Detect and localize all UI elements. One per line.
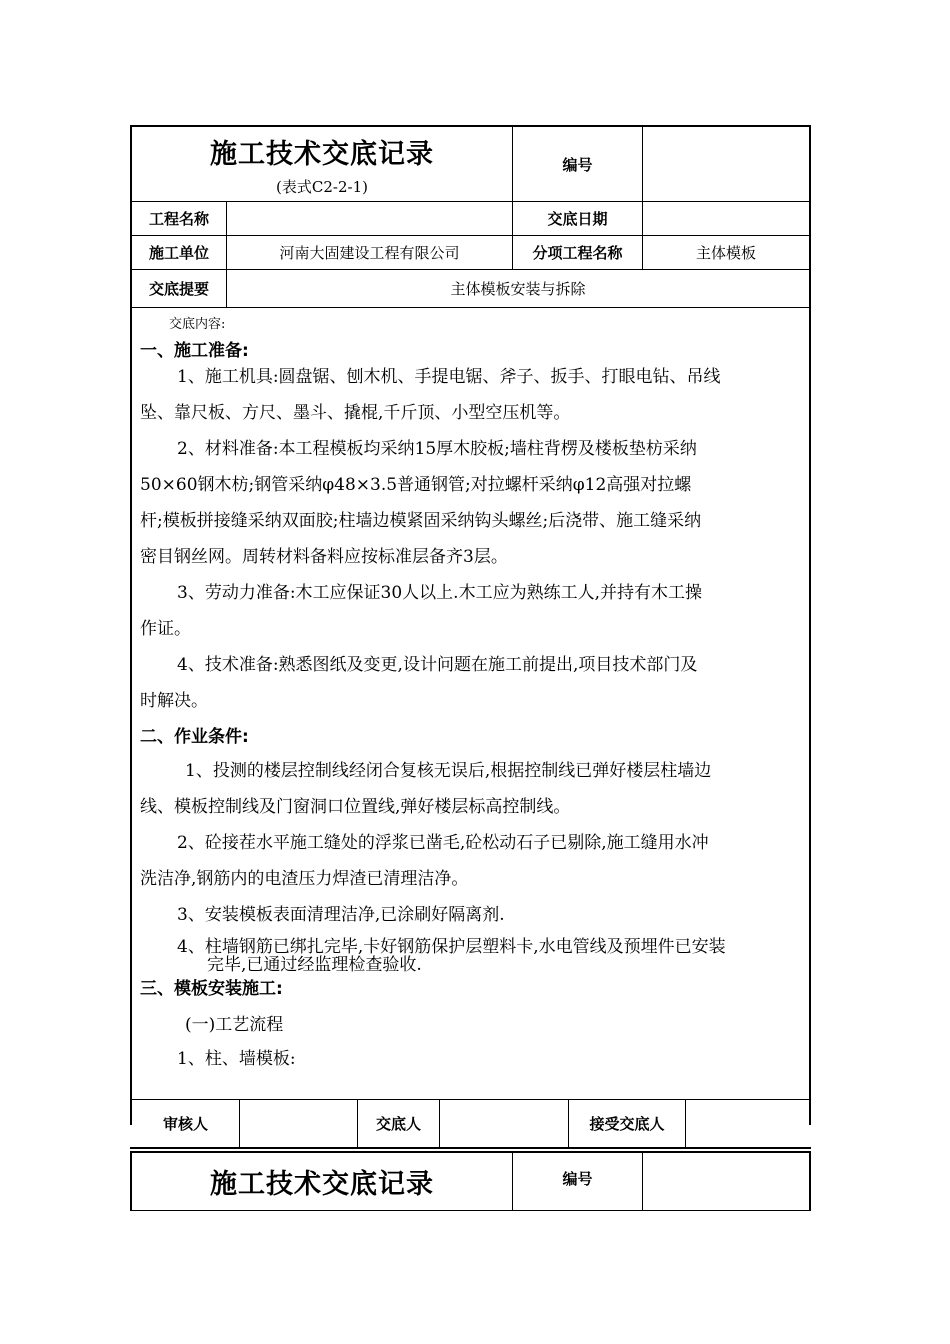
paragraph-line: 1、施工机具:圆盘锯、刨木机、手提电锯、斧子、扳手、打眼电钻、吊线 xyxy=(177,367,721,387)
next-page-title: 施工技术交底记录 xyxy=(210,1168,434,1200)
project-name-label: 工程名称 xyxy=(148,210,209,228)
sub-project-field[interactable]: 主体模板 xyxy=(695,244,756,262)
paragraph-line: 1、柱、墙模板: xyxy=(177,1049,296,1069)
next-page-number-label: 编号 xyxy=(562,1169,593,1188)
row-line xyxy=(130,1210,811,1211)
row-line xyxy=(130,1147,811,1149)
summary-field[interactable]: 主体模板安装与拆除 xyxy=(450,280,586,298)
reviewer-field[interactable] xyxy=(240,1100,357,1147)
paragraph-line: 洗洁净,钢筋内的电渣压力焊渣已清理洁净。 xyxy=(140,869,469,889)
date-label: 交底日期 xyxy=(547,210,608,228)
unit-label: 施工单位 xyxy=(148,244,209,262)
reviewer-label: 审核人 xyxy=(162,1115,208,1133)
table-border-right xyxy=(809,125,811,1125)
paragraph-line: 密目钢丝网。周转材料备料应按标准层备齐3层。 xyxy=(140,547,508,567)
form-title: 施工技术交底记录 xyxy=(210,138,434,170)
presenter-field[interactable] xyxy=(440,1100,568,1147)
table-border-right xyxy=(809,1151,811,1211)
section-heading-2: 二、作业条件: xyxy=(140,727,249,747)
paragraph-line: 4、技术准备:熟悉图纸及变更,设计问题在施工前提出,项目技术部门及 xyxy=(177,655,698,675)
receiver-label: 接受交底人 xyxy=(589,1115,665,1133)
project-name-field[interactable] xyxy=(227,202,512,235)
paragraph-line: 杆;模板拼接缝采纳双面胶;柱墙边模紧固采纳钩头螺丝;后浇带、施工缝采纳 xyxy=(140,511,702,531)
number-label: 编号 xyxy=(562,155,593,174)
table-border-top xyxy=(130,1151,811,1153)
paragraph-line: 完毕,已通过经监理检查验收. xyxy=(207,955,422,975)
row-line xyxy=(130,307,811,308)
paragraph-line: 2、材料准备:本工程模板均采纳15厚木胶板;墙柱背楞及楼板垫枋采纳 xyxy=(177,439,697,459)
paragraph-line: 时解决。 xyxy=(140,691,208,711)
paragraph-line: 2、砼接茬水平施工缝处的浮浆已凿毛,砼松动石子已剔除,施工缝用水冲 xyxy=(177,833,709,853)
paragraph-line: (一)工艺流程 xyxy=(185,1015,284,1035)
paragraph-line: 4、柱墙钢筋已绑扎完毕,卡好钢筋保护层塑料卡,水电管线及预埋件已安装 xyxy=(177,937,726,957)
content-label: 交底内容: xyxy=(169,317,226,332)
paragraph-line: 1、投测的楼层控制线经闭合复核无误后,根据控制线已弹好楼层柱墙边 xyxy=(185,761,712,781)
paragraph-line: 3、劳动力准备:木工应保证30人以上.木工应为熟练工人,并持有木工操 xyxy=(177,583,702,603)
receiver-field[interactable] xyxy=(686,1100,809,1147)
unit-field[interactable]: 河南大固建设工程有限公司 xyxy=(279,244,460,262)
date-field[interactable] xyxy=(643,202,809,235)
number-field[interactable] xyxy=(643,127,809,201)
paragraph-line: 3、安装模板表面清理洁净,已涂刷好隔离剂. xyxy=(177,905,505,925)
paragraph-line: 坠、靠尺板、方尺、墨斗、撬棍,千斤顶、小型空压机等。 xyxy=(140,403,571,423)
paragraph-line: 线、模板控制线及门窗洞口位置线,弹好楼层标高控制线。 xyxy=(140,797,571,817)
presenter-label: 交底人 xyxy=(375,1115,421,1133)
form-code: (表式C2-2-1) xyxy=(276,177,368,196)
sub-project-label: 分项工程名称 xyxy=(532,244,623,262)
summary-label: 交底提要 xyxy=(148,280,209,298)
paragraph-line: 50×60钢木枋;钢管采纳φ48×3.5普通钢管;对拉螺杆采纳φ12高强对拉螺 xyxy=(140,475,692,495)
section-heading-3: 三、模板安装施工: xyxy=(140,979,283,999)
section-heading-1: 一、施工准备: xyxy=(140,341,249,361)
col-line xyxy=(642,1151,643,1211)
paragraph-line: 作证。 xyxy=(140,619,191,639)
